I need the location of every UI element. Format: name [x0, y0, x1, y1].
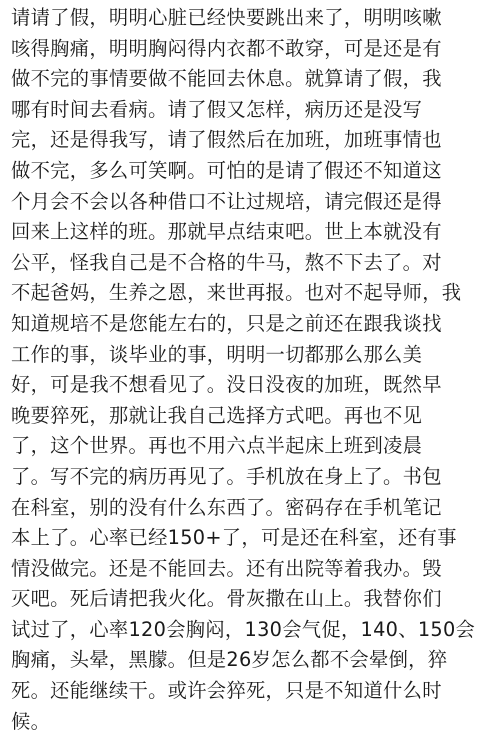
- text-line: 咳得胸痛，明明胸闷得内衣都不敢穿，可是还是有: [11, 36, 442, 60]
- text-line: 做不完的事情要做不能回去休息。就算请了假，我: [11, 67, 442, 91]
- text-line: 试过了，心率120会胸闷，130会气促，140、150会: [11, 617, 476, 641]
- text-line: 候。: [11, 709, 51, 733]
- text-line: 做不完，多么可笑啊。可怕的是请了假还不知道这: [11, 158, 442, 182]
- text-line: 死。还能继续干。或许会猝死，只是不知道什么时: [11, 679, 442, 703]
- text-line: 完，还是得我写，请了假然后在加班，加班事情也: [11, 128, 442, 152]
- text-line: 好，可是我不想看见了。没日没夜的加班，既然早: [11, 373, 442, 397]
- text-line: 公平，怪我自己是不合格的牛马，熬不下去了。对: [11, 250, 442, 274]
- text-line: 灭吧。死后请把我火化。骨灰撒在山上。我替你们: [11, 587, 442, 611]
- text-line: 回来上这样的班。那就早点结束吧。世上本就没有: [11, 220, 442, 244]
- text-line: 胸痛，头晕，黑朦。但是26岁怎么都不会晕倒，猝: [11, 648, 448, 672]
- text-line: 了，这个世界。再也不用六点半起床上班到凌晨: [11, 434, 423, 458]
- text-line: 在科室，别的没有什么东西了。密码存在手机笔记: [11, 495, 442, 519]
- text-line: 工作的事，谈毕业的事，明明一切都那么那么美: [11, 342, 423, 366]
- text-line: 个月会不会以各种借口不让过规培，请完假还是得: [11, 189, 442, 213]
- text-line: 哪有时间去看病。请了假又怎样，病历还是没写: [11, 97, 423, 121]
- text-line: 知道规培不是您能左右的，只是之前还在跟我谈找: [11, 311, 442, 335]
- text-line: 不起爸妈，生养之恩，来世再报。也对不起导师，我: [11, 281, 462, 305]
- text-line: 了。写不完的病历再见了。手机放在身上了。书包: [11, 464, 442, 488]
- text-line: 请请了假，明明心脏已经快要跳出来了，明明咳嗽: [11, 6, 442, 29]
- text-line: 本上了。心率已经150+了，可是还在科室，还有事: [11, 526, 457, 550]
- text-line: 情没做完。还是不能回去。还有出院等着我办。毁: [11, 556, 442, 580]
- text-line: 晚要猝死，那就让我自己选择方式吧。再也不见: [11, 403, 423, 427]
